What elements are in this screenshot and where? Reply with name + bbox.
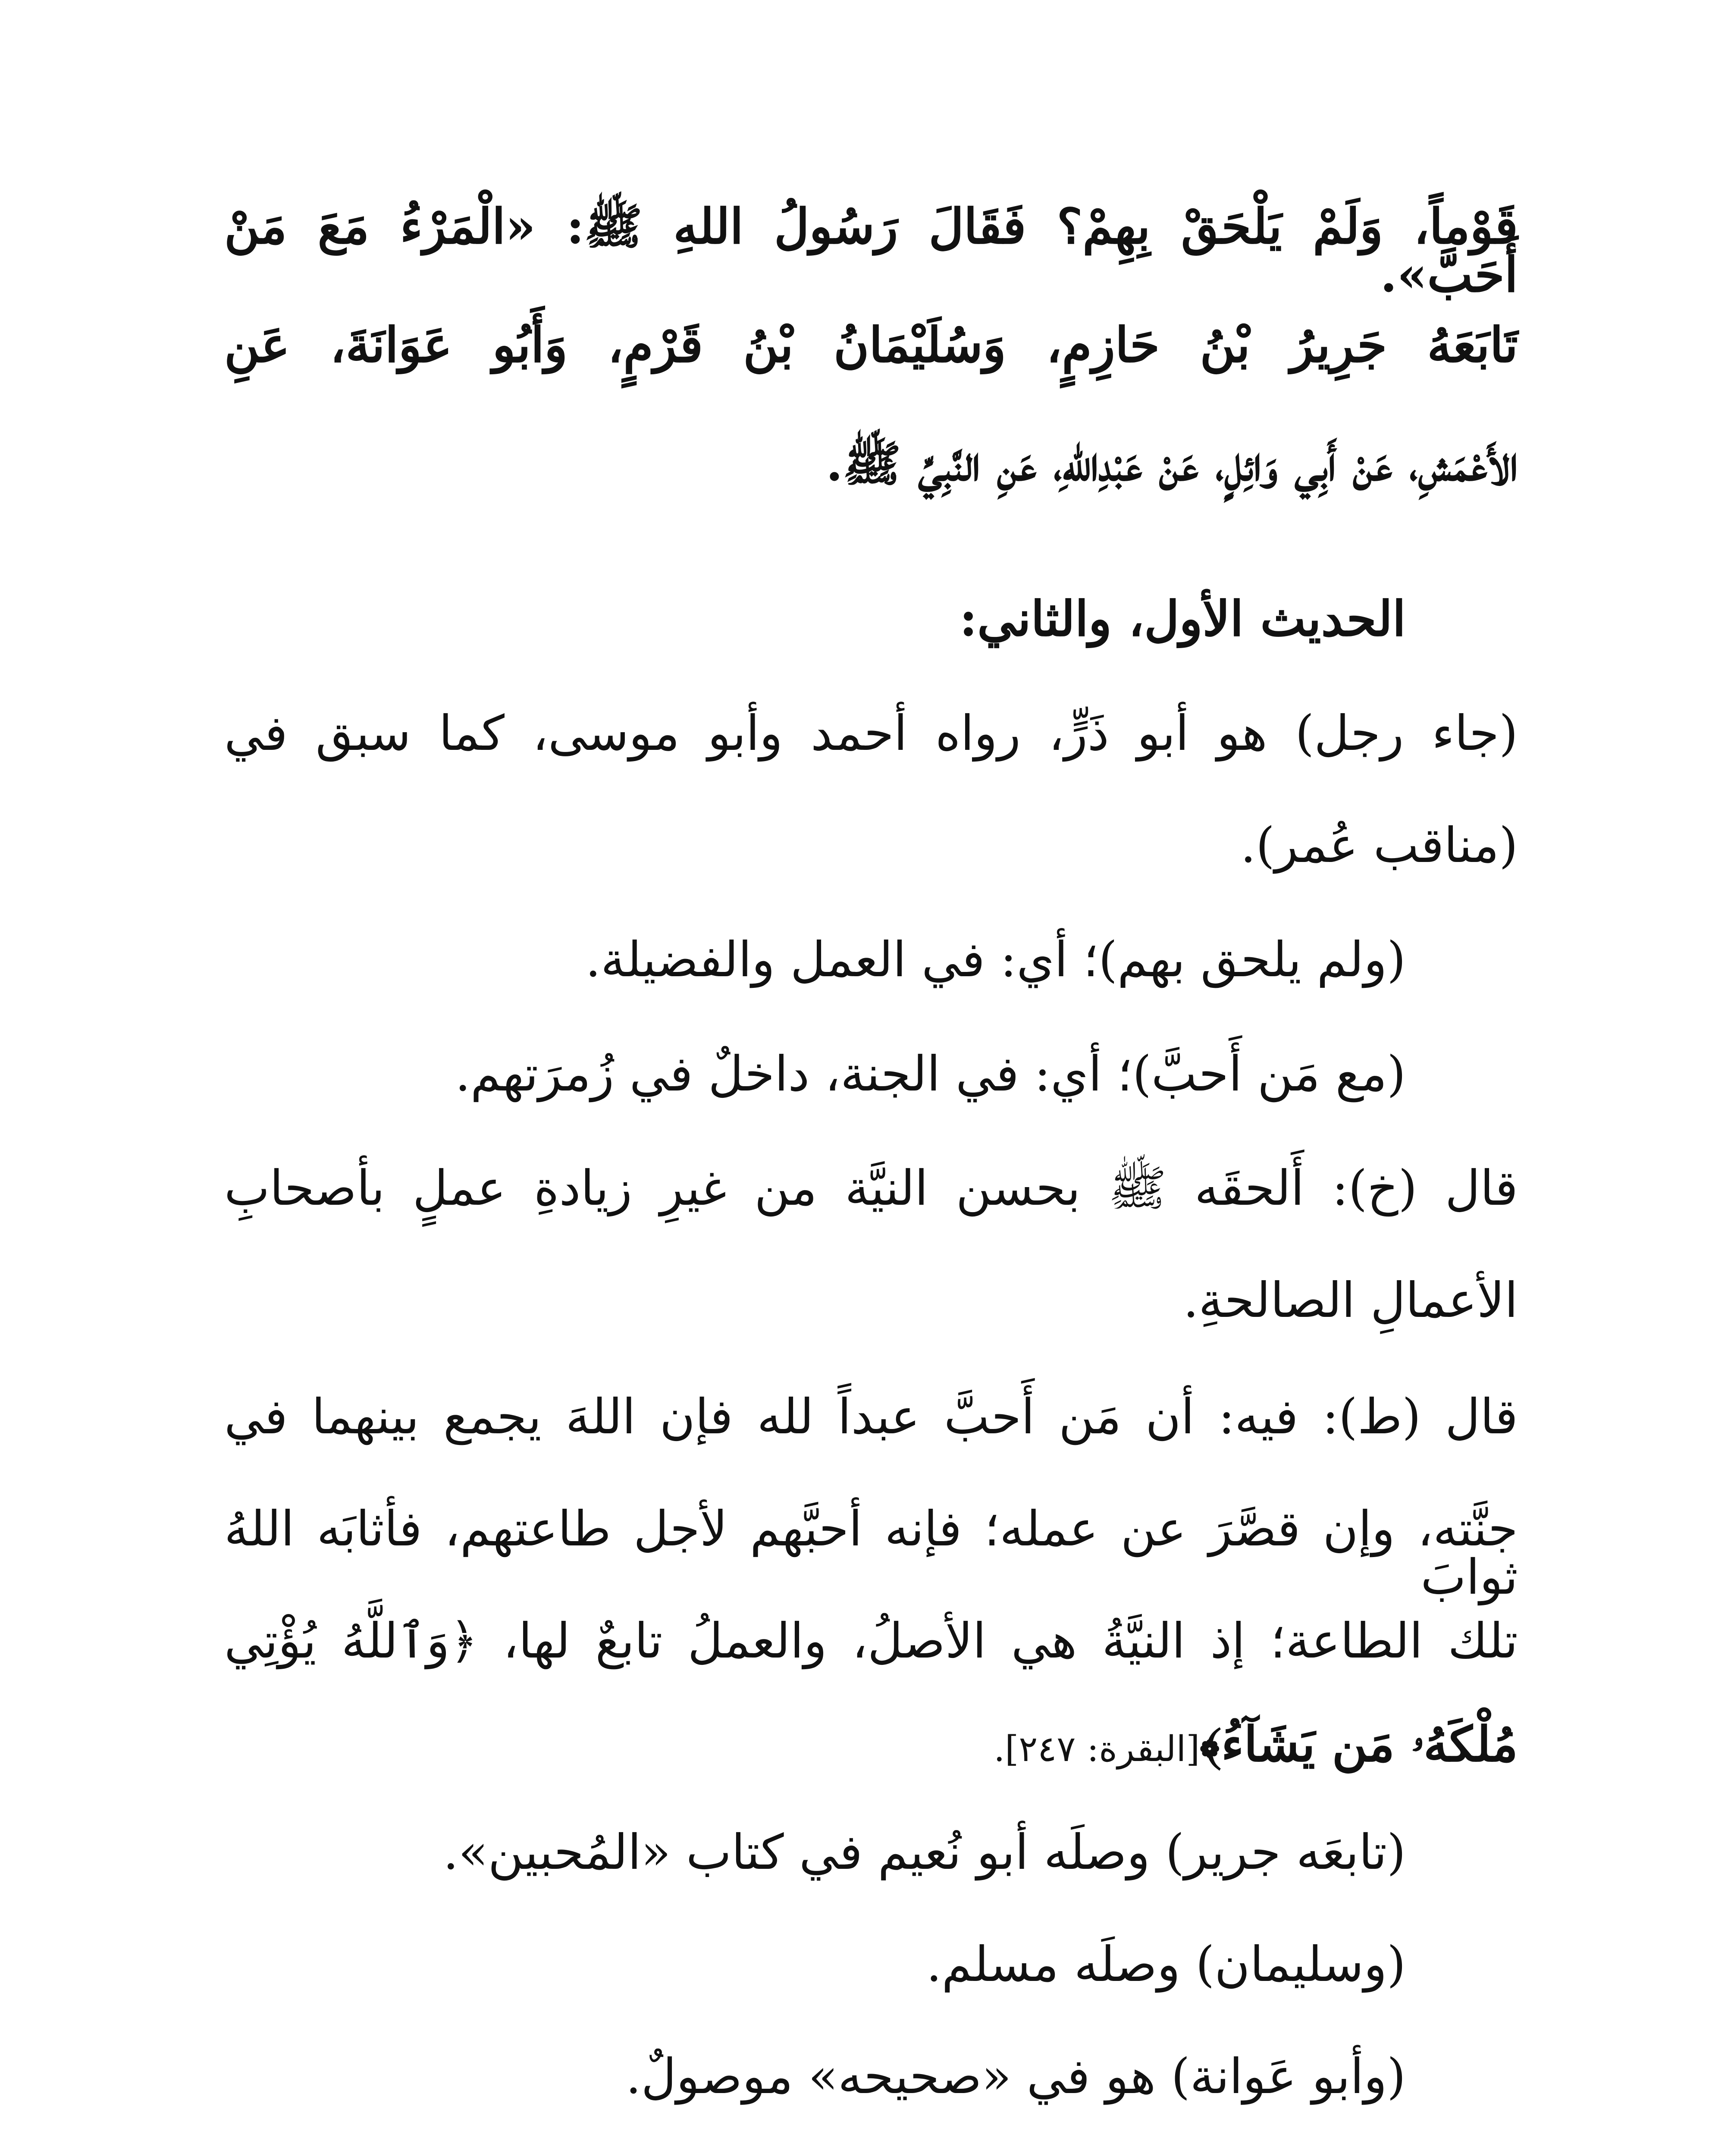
commentary-line-8: جنَّته، وإن قصَّرَ عن عمله؛ فإنه أحبَّهم لأجل طاعتهم، فأثابَه اللهُ ثوابَ [224,1501,1518,1605]
section-heading: الحديث الأول، والثاني: [959,591,1406,647]
commentary-line-3: (ولم يلحق بهم)؛ أي: في العمل والفضيلة. [585,932,1406,988]
commentary-line-2: (مناقب عُمر). [1240,818,1518,874]
commentary-line-4: (مع مَن أَحبَّ)؛ أي: في الجنة، داخلٌ في زُمرَتهم. [455,1046,1406,1102]
commentary-line-6: الأعمالِ الصالحةِ. [1183,1272,1518,1329]
quran-reference: [البقرة: ٢٤٧]. [994,1729,1200,1770]
quran-verse: مُلْكَهُۥ مَن يَشَآءُ﴾ [1200,1716,1518,1773]
commentary-line-12: (وأبو عَوانة) هو في «صحيحه» موصولٌ. [626,2049,1406,2105]
commentary-line-9: تلك الطاعة؛ إذ النيَّةُ هي الأصلُ، والعملُ تابعٌ لها، ﴿وَٱللَّهُ يُؤْتِي [224,1613,1518,1669]
hadith-line-3: الأَعْمَشِ، عَنْ أَبِي وَائِلٍ، عَنْ عَبْدِاللهِ، عَنِ النَّبِيِّ ﷺ. [826,436,1518,492]
text-block [224,0,1518,2156]
commentary-line-11: (وسليمان) وصلَه مسلم. [926,1937,1406,1993]
commentary-line-1: (جاء رجل) هو أبو ذَرٍّ، رواه أحمد وأبو موسى، كما سبق في [224,705,1518,761]
commentary-line-7: قال (ط): فيه: أن مَن أَحبَّ عبداً لله فإن اللهَ يجمع بينهما في [224,1389,1518,1445]
commentary-line-5: قال (خ): أَلحقَه ﷺ بحسن النيَّة من غيرِ زيادةِ عملٍ بأصحابِ [224,1160,1518,1216]
commentary-line-10: (تابعَه جرير) وصلَه أبو نُعيم في كتاب «المُحبين». [443,1824,1406,1880]
hadith-line-1: قَوْماً، وَلَمْ يَلْحَقْ بِهِمْ؟ فَقَالَ رَسُولُ اللهِ ﷺ: «الْمَرْءُ مَعَ مَنْ أَحَبَّ». [224,198,1518,303]
hadith-line-2: تَابَعَهُ جَرِيرُ بْنُ حَازِمٍ، وَسُلَيْمَانُ بْنُ قَرْمٍ، وَأَبُو عَوَانَةَ، عَنِ [224,317,1518,373]
quran-verse-line [994,1716,1518,1773]
